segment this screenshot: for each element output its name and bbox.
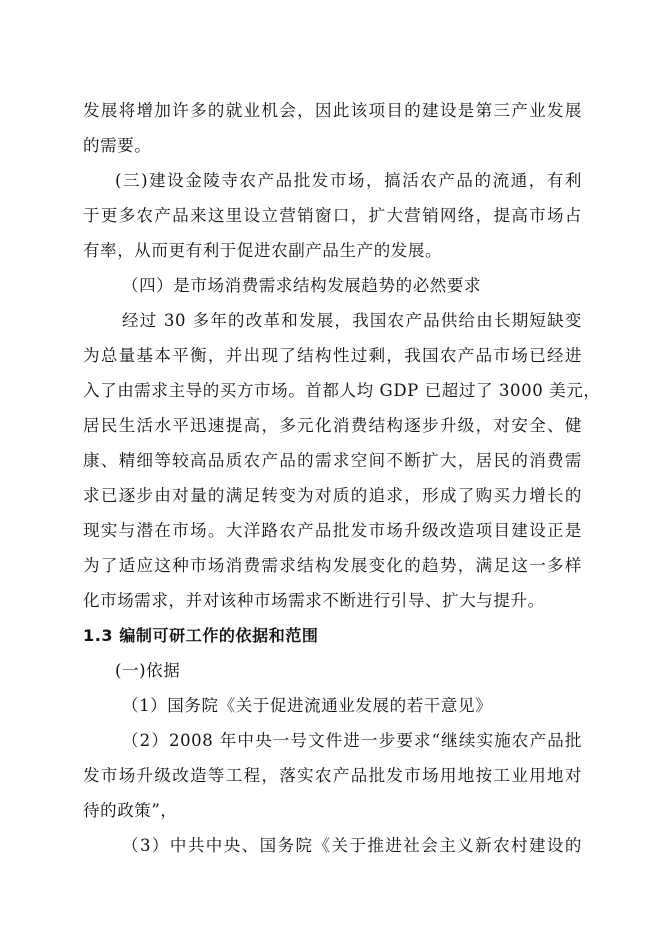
list-item: （1）国务院《关于促进流通业发展的若干意见》 xyxy=(122,696,493,715)
paragraph-line: 待的政策”， xyxy=(83,801,178,820)
paragraph-line: 求已逐步由对量的满足转变为对质的追求，形成了购买力增长的 xyxy=(83,486,582,505)
paragraph-line: 经过 30 多年的改革和发展，我国农产品供给由长期短缺变 xyxy=(122,311,582,330)
list-item: （2）2008 年中央一号文件进一步要求“继续实施农产品批 xyxy=(122,731,582,750)
paragraph-line: 于更多农产品来这里设立营销窗口，扩大营销网络，提高市场占 xyxy=(83,206,582,225)
paragraph-line: 居民生活水平迅速提高，多元化消费结构逐步升级，对安全、健 xyxy=(83,416,582,435)
paragraph-line: 化市场需求，并对该种市场需求不断进行引导、扩大与提升。 xyxy=(83,591,545,610)
chapter-heading: 1.3 编制可研工作的依据和范围 xyxy=(83,626,319,645)
paragraph-line: 现实与潜在市场。大洋路农产品批发市场升级改造项目建设正是 xyxy=(83,521,582,540)
paragraph-line: 的需要。 xyxy=(83,136,152,155)
list-item: （3）中共中央、国务院《关于推进社会主义新农村建设的 xyxy=(122,836,582,855)
paragraph-line: 发市场升级改造等工程，落实农产品批发市场用地按工业用地对 xyxy=(83,766,582,785)
section-heading: （四）是市场消费需求结构发展趋势的必然要求 xyxy=(122,276,482,295)
paragraph-line: 为总量基本平衡，并出现了结构性过剩，我国农产品市场已经进 xyxy=(83,346,582,365)
paragraph-line: 入了由需求主导的买方市场。首都人均 GDP 已超过了 3000 美元， xyxy=(83,381,601,400)
paragraph-line: (三)建设金陵寺农产品批发市场，搞活农产品的流通，有利 xyxy=(115,171,582,190)
paragraph-line: 发展将增加许多的就业机会，因此该项目的建设是第三产业发展 xyxy=(83,101,582,120)
paragraph-line: 康、精细等较高品质农产品的需求空间不断扩大，居民的消费需 xyxy=(83,451,582,470)
paragraph-line: 为了适应这种市场消费需求结构发展变化的趋势，满足这一多样 xyxy=(83,556,582,575)
paragraph-line: 有率，从而更有利于促进农副产品生产的发展。 xyxy=(83,241,443,260)
subsection-heading: (一)依据 xyxy=(115,661,181,680)
